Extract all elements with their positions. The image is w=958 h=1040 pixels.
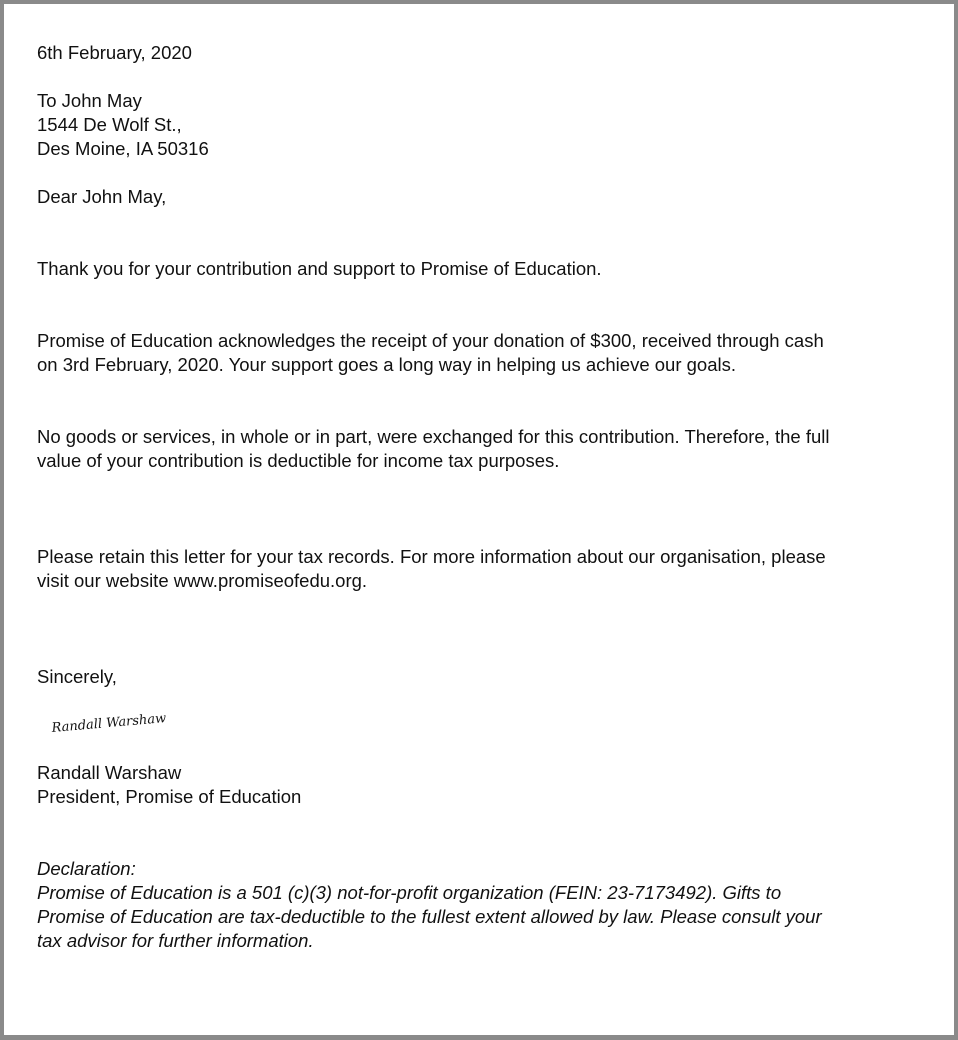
retain-paragraph-line: visit our website www.promiseofedu.org. — [37, 570, 368, 591]
recipient-city: Des Moine, IA 50316 — [37, 138, 209, 159]
signature-text: Randall Warshaw — [51, 711, 167, 736]
declaration-line: Promise of Education are tax-deductible to the fullest extent allowed by law. Please consult your — [37, 906, 822, 927]
handwritten-signature — [50, 708, 190, 740]
closing: Sincerely, — [37, 666, 117, 687]
deductible-paragraph-line: No goods or services, in whole or in part, were exchanged for this contribution. Therefore, the full — [37, 426, 830, 447]
signer-name: Randall Warshaw — [37, 762, 182, 783]
retain-paragraph-line: Please retain this letter for your tax records. For more information about our organisation, please — [37, 546, 826, 567]
recipient-name: To John May — [37, 90, 142, 111]
thanks-paragraph: Thank you for your contribution and support to Promise of Education. — [37, 258, 602, 279]
declaration-heading: Declaration: — [37, 858, 136, 879]
signer-title: President, Promise of Education — [37, 786, 302, 807]
deductible-paragraph-line: value of your contribution is deductible for income tax purposes. — [37, 450, 560, 471]
receipt-paragraph-line: Promise of Education acknowledges the receipt of your donation of $300, received through cash — [37, 330, 824, 351]
declaration-line: tax advisor for further information. — [37, 930, 314, 951]
letter-date: 6th February, 2020 — [37, 42, 192, 63]
salutation: Dear John May, — [37, 186, 167, 207]
receipt-paragraph-line: on 3rd February, 2020. Your support goes a long way in helping us achieve our goals. — [37, 354, 737, 375]
declaration-line: Promise of Education is a 501 (c)(3) not-for-profit organization (FEIN: 23-7173492). Gifts to — [37, 882, 782, 903]
recipient-street: 1544 De Wolf St., — [37, 114, 182, 135]
